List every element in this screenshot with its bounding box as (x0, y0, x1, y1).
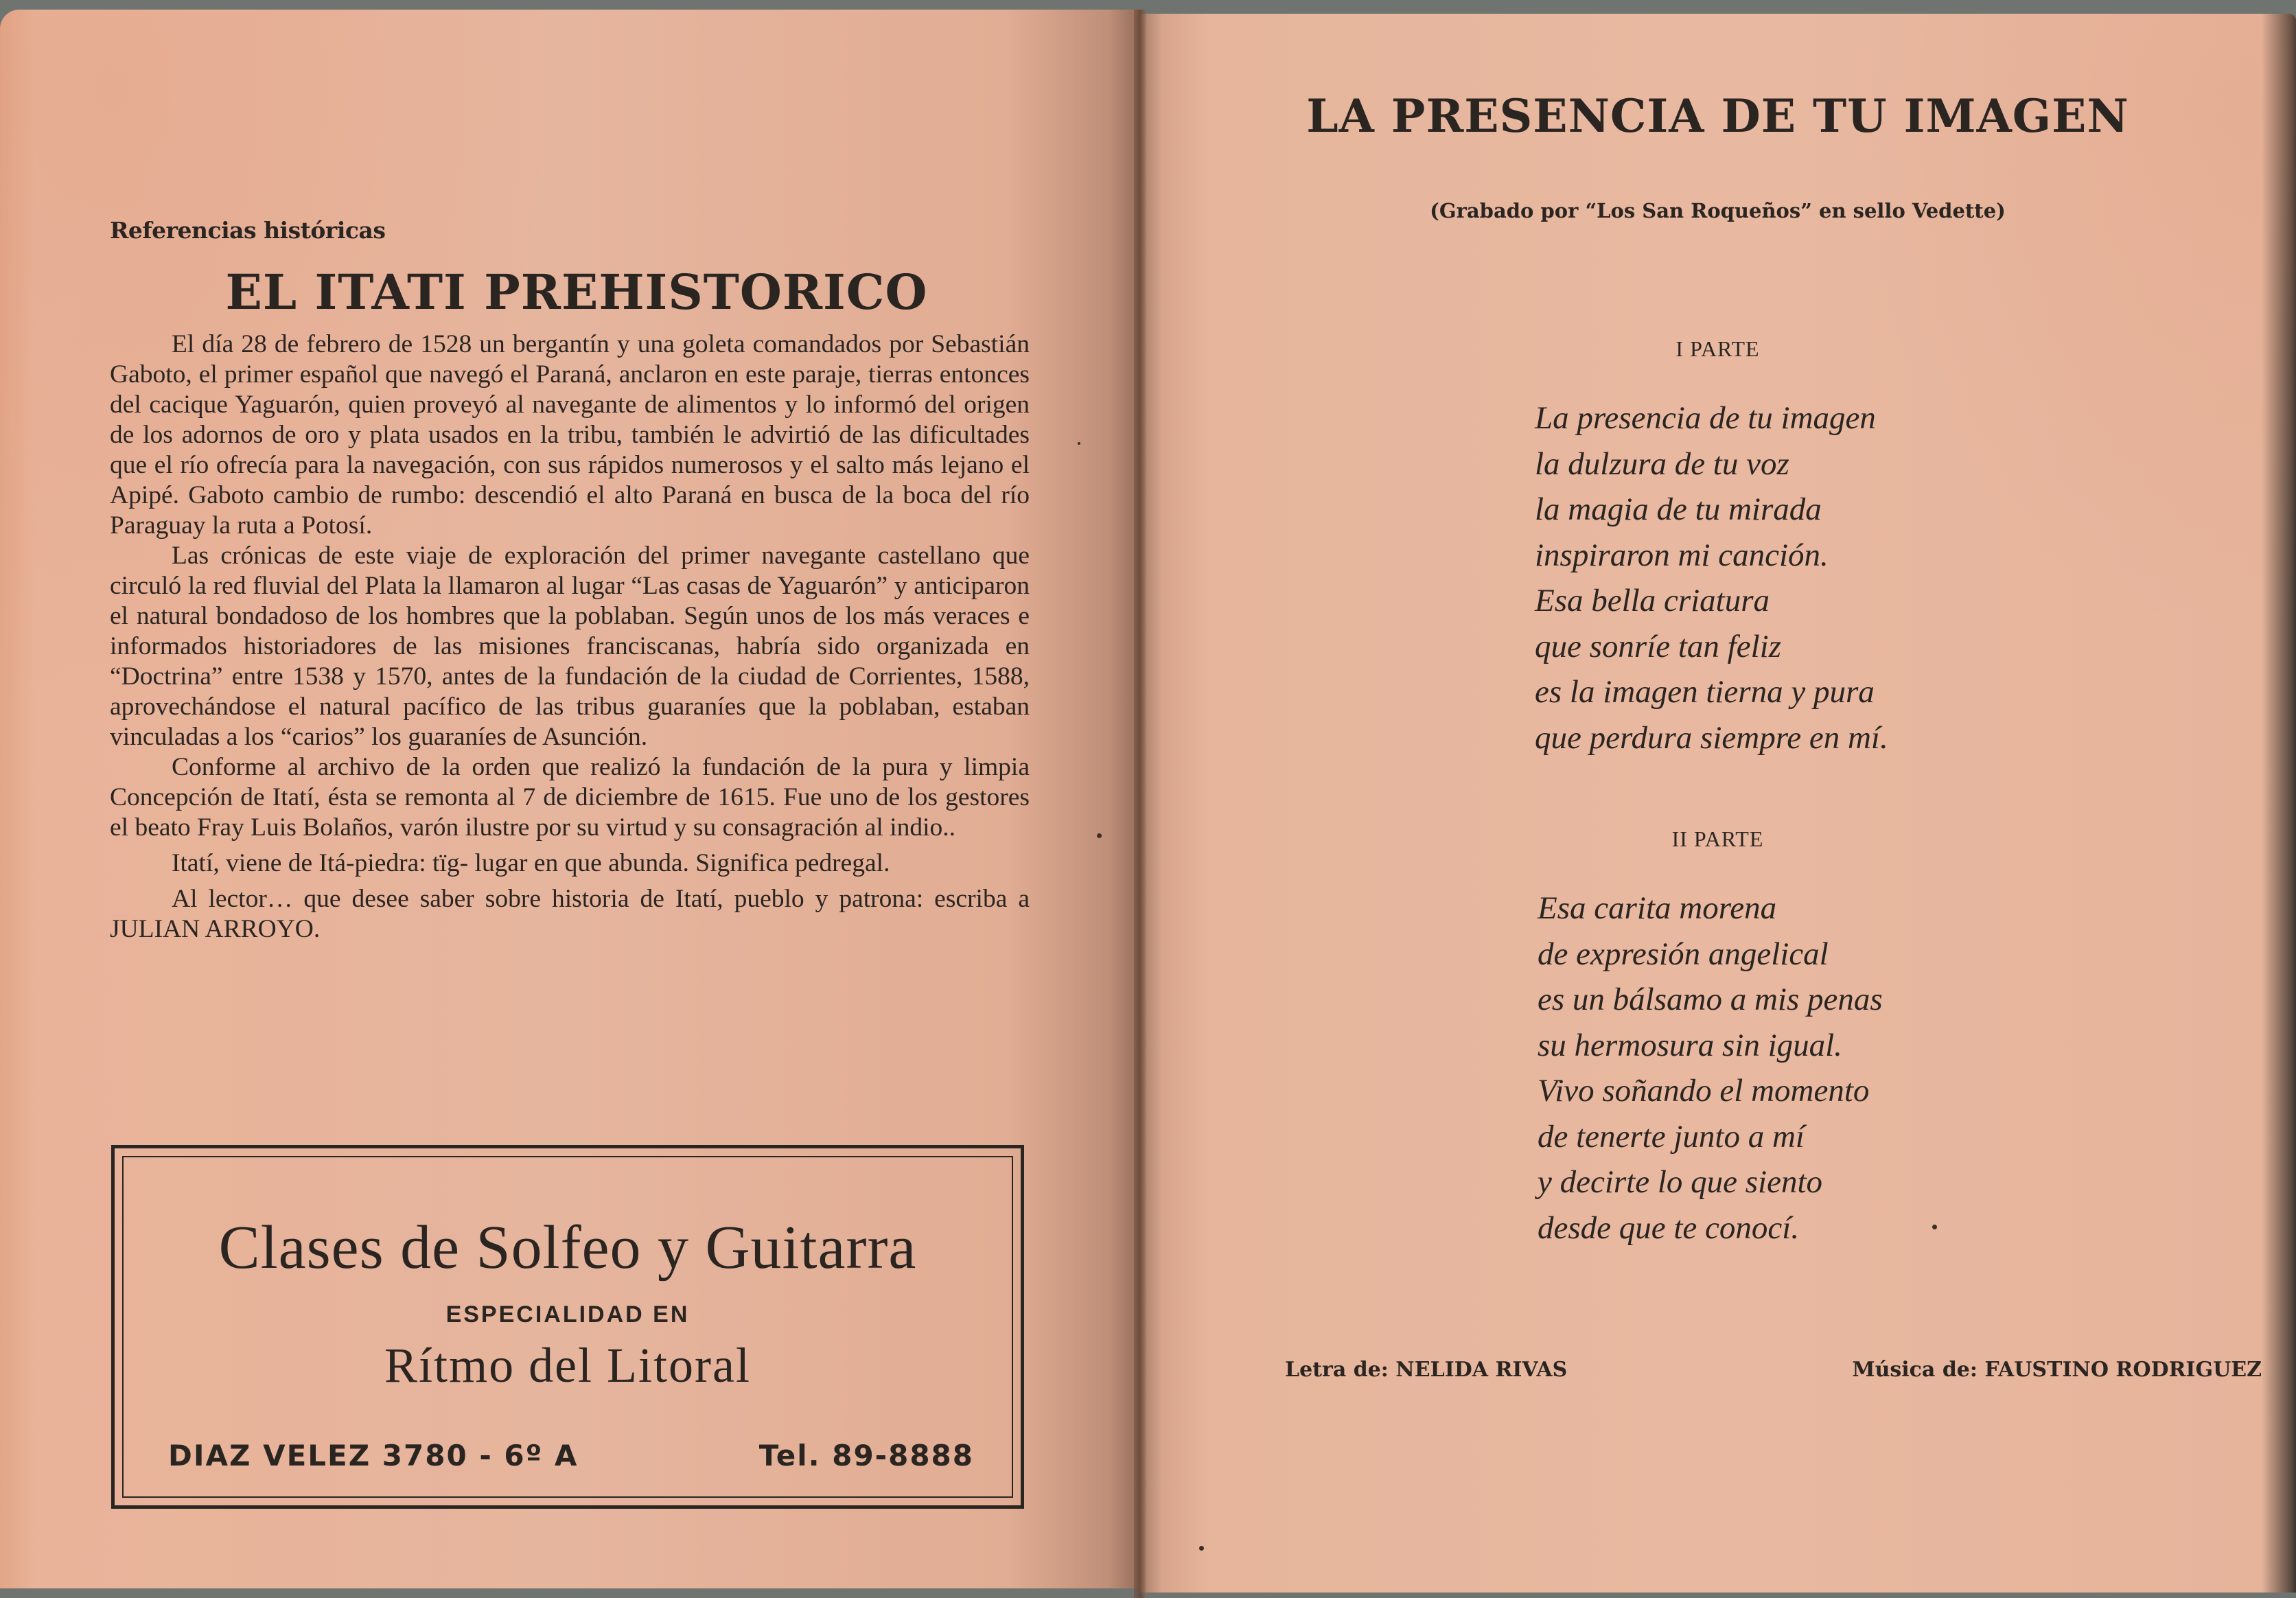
verse-line: su hermosura sin igual. (1538, 1027, 1842, 1063)
verse-line: La presencia de tu imagen (1535, 400, 1876, 436)
ad-specialty: ESPECIALIDAD EN (445, 1301, 690, 1328)
left-page (0, 10, 1143, 1588)
verse-line: la magia de tu mirada (1535, 491, 1822, 527)
ad-address: DIAZ VELEZ 3780 - 6º A (168, 1439, 579, 1472)
paper-speck (1932, 1225, 1937, 1229)
part-label: II PARTE (1671, 826, 1764, 851)
verse-line: es la imagen tierna y pura (1535, 674, 1875, 710)
article-paragraph: Itatí, viene de Itá-piedra: tïg- lugar en que abunda. Significa pedregal. (172, 849, 890, 877)
section-label: Referencias históricas (110, 217, 386, 244)
verse (1538, 885, 1883, 1251)
article-body (110, 329, 1030, 945)
article-title: EL ITATI PREHISTORICO (225, 264, 928, 321)
verse-line: de expresión angelical (1538, 936, 1829, 972)
lyrics-credit: Letra de: NELIDA RIVAS (1285, 1358, 1568, 1382)
article-paragraph: Conforme al archivo de la orden que realizó la fundación de la pura y limpia Concepción de Itatí, ésta se remonta al 7 de diciembre de 1615. Fue uno de los gestores el beato Fray Luis Bolaños, varón ilustre por su virtud y su consagración al indio.. (110, 753, 1030, 842)
book-spread (0, 10, 2296, 1588)
verse-line: es un bálsamo a mis penas (1538, 982, 1883, 1017)
verse-line: Esa bella criatura (1535, 583, 1770, 618)
music-credit: Música de: FAUSTINO RODRIGUEZ (1852, 1358, 2262, 1382)
verse-line: Esa carita morena (1538, 890, 1777, 926)
paper-speck (1199, 1546, 1204, 1551)
right-page (1139, 14, 2296, 1593)
advertisement-box (111, 1145, 1024, 1509)
verse (1535, 395, 1888, 761)
article-paragraph: Las crónicas de este viaje de exploración del primer navegante castellano que circuló la red fluvial del Plata la llamaron al lugar “Las casas de Yaguarón” y anticiparon el natural bondadoso de los hombres que la poblaban. Según unos de los más veraces e informados historiadores de las misiones franciscanas, habría sido organizada en “Doctrina” entre 1538 y 1570, antes de la fundación de la ciudad de Corrientes, 1588, aprovechándose el natural pacífico de las tribus guaraníes que la poblaban, estaban vinculadas a los “carios” los guaraníes de Asunción. (110, 542, 1030, 751)
ad-phone: Tel. 89-8888 (758, 1439, 974, 1472)
verse-line: desde que te conocí. (1538, 1209, 1800, 1246)
ad-subtitle: Rítmo del Litoral (384, 1338, 751, 1393)
verse-line: de tenerte junto a mí (1538, 1118, 1805, 1155)
article-paragraph: El día 28 de febrero de 1528 un bergantín y una goleta comandados por Sebastián Gaboto, el primer español que navegó el Paraná, anclaron en este paraje, tierras entonces del cacique Yaguarón, quien proveyó al navegante de alimentos y lo informó del origen de los adornos de oro y plata usados en la tribu, también le advirtió de las dificultades que el río ofrecía para la navegación, con sus rápidos numerosos y el salto más lejano el Apipé. Gaboto cambio de rumbo: descendió el alto Paraná en busca de la boca del río Paraguay la ruta a Potosí. (110, 330, 1030, 540)
paper-speck (1097, 833, 1102, 838)
song-title: LA PRESENCIA DE TU IMAGEN (1306, 89, 2129, 143)
recording-credit: (Grabado por “Los San Roqueños” en sello Vedette) (1430, 199, 2006, 222)
ad-title: Clases de Solfeo y Guitarra (218, 1214, 917, 1282)
part-label: I PARTE (1675, 336, 1760, 361)
verse-line: que sonríe tan feliz (1535, 628, 1781, 664)
article-paragraph: Al lector… que desee saber sobre historia de Itatí, pueblo y patrona: escriba a JULIAN ARROYO. (110, 885, 1030, 943)
verse-line: inspiraron mi canción. (1535, 537, 1829, 573)
verse-line: y decirte lo que siento (1538, 1164, 1823, 1200)
advertisement-inner-frame (122, 1156, 1013, 1498)
verse-line: Vivo soñando el momento (1538, 1073, 1870, 1109)
verse-line: que perdura siempre en mí. (1535, 719, 1888, 756)
paper-speck (1078, 442, 1080, 445)
book-gutter (1134, 10, 1146, 1598)
verse-line: la dulzura de tu voz (1535, 445, 1789, 482)
